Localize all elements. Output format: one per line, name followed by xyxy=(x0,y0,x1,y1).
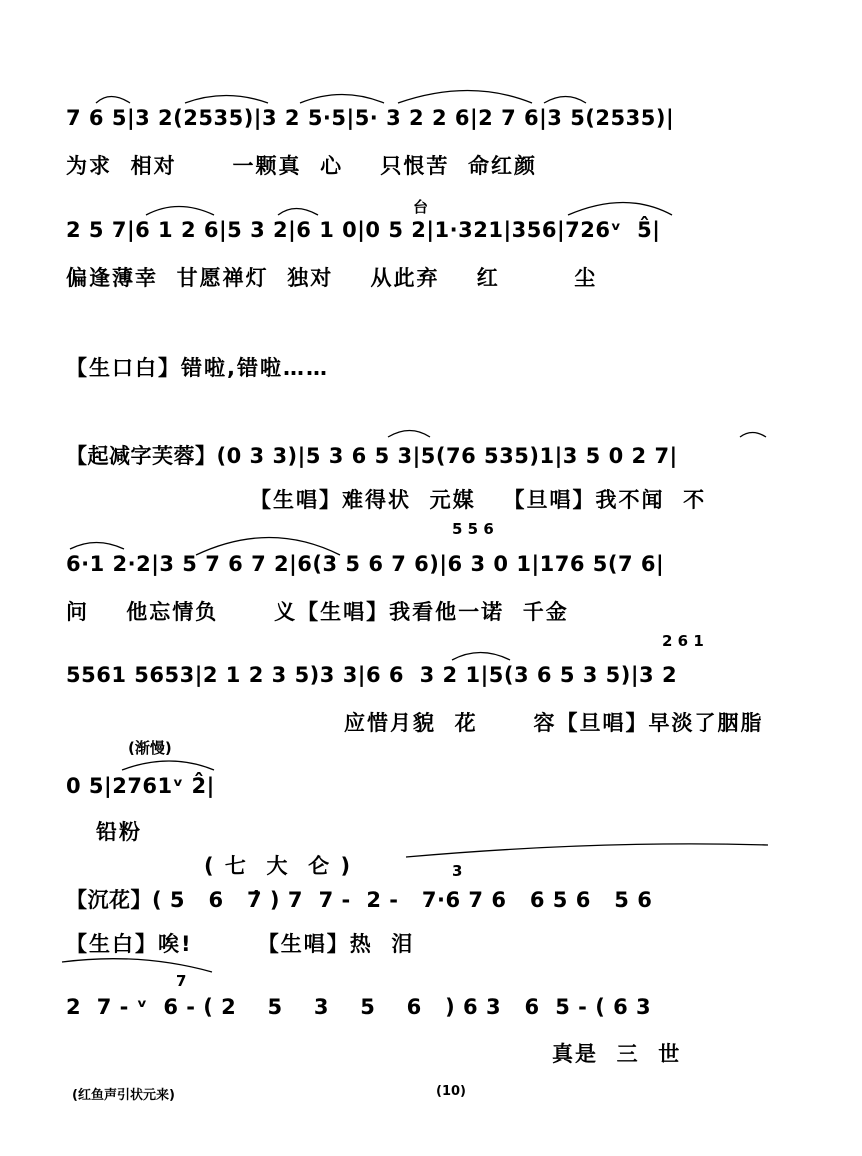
page-number: (10) xyxy=(436,1084,466,1099)
percussion-line: ( 七 大 仑 ) xyxy=(204,854,353,878)
lyric-line-5: 应惜月貌 花 容【旦唱】早淡了胭脂 xyxy=(344,711,764,735)
lyric-line-4: 问 他忘情负 义【生唱】我看他一诺 千金 xyxy=(66,600,569,624)
music-line-1: 7 6 5|3 2(2535)|3 2 5·5|5· 3 2 2 6|2 7 6|3 5(2535)| xyxy=(66,106,675,130)
music-line-4: 6·1 2·2|3 5 7 6 7 2|6(3 5 6 7 6)|6 3 0 1|176 5(7 6| xyxy=(66,552,665,576)
music-line-2: 2 5 7|6 1 2 6|5 3 2|6 1 0|0 5 2|1·321|356|726ᵛ 5̂| xyxy=(66,218,661,242)
lyric-line-8: 真是 三 世 xyxy=(552,1042,682,1066)
spoken-line: 【生口白】错啦,错啦…… xyxy=(66,356,329,380)
grace-note: 7 xyxy=(176,972,187,990)
music-line-3: 【起减字芙蓉】(0 3 3)|5 3 6 5 3|5(76 535)1|3 5 0 2 7| xyxy=(66,444,678,468)
ornament-2: 2 6 1 xyxy=(662,632,704,650)
music-line-5: 5561 5653|2 1 2 3 5)3 3|6 6 3 2 1|5(3 6 5 3 5)|3 2 xyxy=(66,663,678,687)
music-line-7: 【沉花】( 5 6 7̂ ) 7 7 - 2 - 7·6 7 6 6 5 6 5 6 xyxy=(66,888,653,912)
lyric-line-1: 为求 相对 一颗真 心 只恨苦 命红颜 xyxy=(66,154,537,178)
triplet-mark: 3 xyxy=(452,862,463,880)
annotation-tai: 台 xyxy=(413,198,429,216)
ornament-1: 5 5 6 xyxy=(452,520,494,538)
music-line-6: 0 5|2761ᵛ 2̂| xyxy=(66,774,215,798)
lyric-line-2: 偏逢薄幸 甘愿禅灯 独对 从此弃 红 尘 xyxy=(66,266,598,290)
lyric-line-6: 铅粉 xyxy=(96,820,142,844)
footer-title: (红鱼声引状元来) xyxy=(72,1088,175,1103)
lyric-line-3: 【生唱】难得状 元媒 【旦唱】我不闻 不 xyxy=(250,488,707,512)
tempo-mark: (渐慢) xyxy=(128,739,172,757)
music-line-8: 2 7 - ᵛ 6 - ( 2 5 3 5 6 ) 6 3 6 5 - ( 6 3 xyxy=(66,995,652,1019)
lyric-line-7: 【生白】唉! 【生唱】热 泪 xyxy=(66,932,415,956)
